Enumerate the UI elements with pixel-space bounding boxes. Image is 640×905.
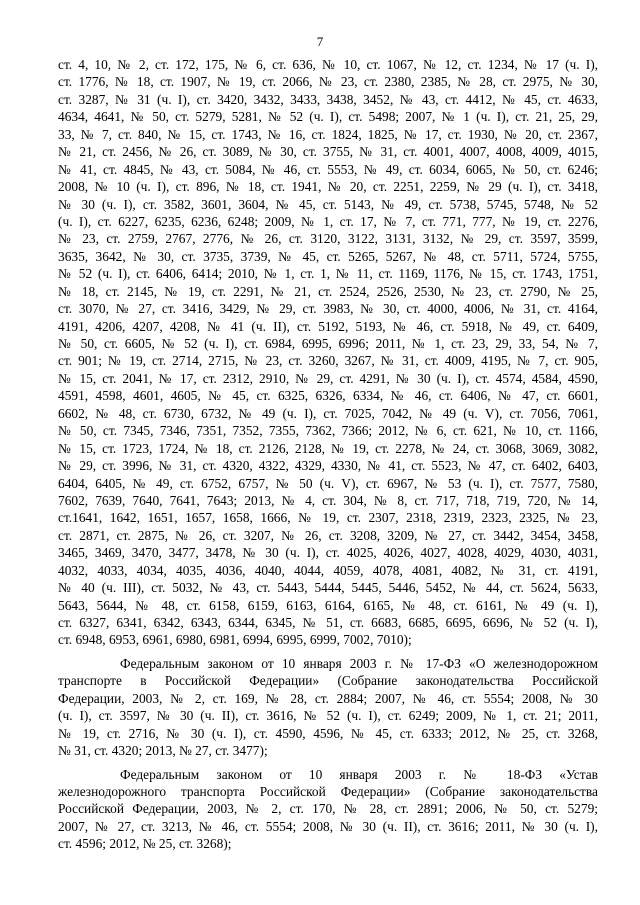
text-line: № 40 (ч. III), ст. 5032, № 43, ст. 5443, 5444, 5445, 5446, 5452, № 44, ст. 5624, 5633, <box>58 580 598 596</box>
text-line: Федеральным законом от 10 января 2003 г. № 17-ФЗ «О железнодорожном <box>120 655 598 671</box>
text-line: № 52 (ч. I), ст. 6406, 6414; 2010, № 1, ст. 1, № 11, ст. 1169, 1176, № 15, ст. 1743, 1751, <box>58 266 598 282</box>
text-line: Федерации, 2003, № 2, ст. 169, № 28, ст. 2884; 2007, № 46, ст. 5554; 2008, № 30 <box>58 690 598 706</box>
text-line: 33, № 7, ст. 840, № 15, ст. 1743, № 16, ст. 1824, 1825, № 17, ст. 1930, № 20, ст. 2367, <box>58 126 598 142</box>
text-line: 6602, № 48, ст. 6730, 6732, № 49 (ч. I), ст. 7025, 7042, № 49 (ч. V), ст. 7056, 7061, <box>58 405 598 421</box>
text-line: № 18, ст. 2145, № 19, ст. 2291, № 21, ст. 2524, 2526, 2530, № 23, ст. 2790, № 25, <box>58 283 598 299</box>
text-line: Федеральным законом от 10 января 2003 г. № 18-ФЗ «Устав <box>120 766 598 782</box>
text-line: ст. 4596; 2012, № 25, ст. 3268); <box>58 836 232 852</box>
text-line: № 19, ст. 2716, № 30 (ч. I), ст. 4590, 4596, № 45, ст. 6333; 2012, № 25, ст. 3268, <box>58 725 598 741</box>
text-line: ст. 6327, 6341, 6342, 6343, 6344, 6345, № 51, ст. 6683, 6685, 6695, 6696, № 52 (ч. I), <box>58 615 598 630</box>
text-line: 6404, 6405, № 49, ст. 6752, 6757, № 50 (ч. V), ст. 6967, № 53 (ч. I), ст. 7577, 7580, <box>58 475 598 491</box>
text-line: 4191, 4206, 4207, 4208, № 41 (ч. II), ст. 5192, 5193, № 46, ст. 5918, № 49, ст. 6409, <box>58 318 598 334</box>
text-line: 4032, 4033, 4034, 4035, 4036, 4040, 4044, 4059, 4078, 4081, 4082, № 31, ст. 4191, <box>58 562 598 578</box>
text-line: ст. 6948, 6953, 6961, 6980, 6981, 6994, 6995, 6999, 7002, 7010); <box>58 632 412 648</box>
text-line: № 21, ст. 2456, № 26, ст. 3089, № 30, ст. 3755, № 31, ст. 4001, 4007, 4008, 4009, 4015, <box>58 144 598 160</box>
text-line: железнодорожного транспорта Российской Федерации» (Собрание законодательства <box>58 783 598 799</box>
text-line: 4591, 4598, 4601, 4605, № 45, ст. 6325, 6326, 6334, № 46, ст. 6406, № 47, ст. 6601, <box>58 388 598 404</box>
text-line: Российской Федерации, 2003, № 2, ст. 170, № 28, ст. 2891; 2006, № 50, ст. 5279; <box>58 801 598 817</box>
text-line: № 23, ст. 2759, 2767, 2776, № 26, ст. 3120, 3122, 3131, 3132, № 29, ст. 3597, 3599, <box>58 231 598 247</box>
document-body <box>58 56 598 853</box>
text-line: (ч. I), ст. 6227, 6235, 6236, 6248; 2009, № 1, ст. 17, № 7, ст. 771, 777, № 19, ст. 2276, <box>58 213 598 229</box>
text-line: ст.1641, 1642, 1651, 1657, 1658, 1666, № 19, ст. 2307, 2318, 2319, 2323, 2325, № 23, <box>58 510 598 526</box>
text-line: № 50, ст. 6605, № 52 (ч. I), ст. 6984, 6995, 6996; 2011, № 1, ст. 23, 29, 33, 54, № 7, <box>58 336 598 351</box>
text-line: 3465, 3469, 3470, 3477, 3478, № 30 (ч. I), ст. 4025, 4026, 4027, 4028, 4029, 4030, 4031, <box>58 545 598 561</box>
text-line: ст. 2871, ст. 2875, № 26, ст. 3207, № 26, ст. 3208, 3209, № 27, ст. 3442, 3454, 3458, <box>58 527 598 543</box>
text-line: 3635, 3642, № 30, ст. 3735, 3739, № 45, ст. 5265, 5267, № 48, ст. 5711, 5724, 5755, <box>58 248 598 264</box>
text-line: 2008, № 10 (ч. I), ст. 896, № 18, ст. 1941, № 20, ст. 2251, 2259, № 29 (ч. I), ст. 3418, <box>58 179 598 195</box>
text-line: ст. 901; № 19, ст. 2714, 2715, № 23, ст. 3260, 3267, № 31, ст. 4009, 4195, № 7, ст. 905, <box>58 353 598 369</box>
text-line: (ч. I), ст. 3597, № 30 (ч. II), ст. 3616, № 52 (ч. I), ст. 6249; 2009, № 1, ст. 21; 2011, <box>58 708 598 724</box>
text-line: 2007, № 27, ст. 3213, № 46, ст. 5554; 2008, № 30 (ч. II), ст. 3616; 2011, № 30 (ч. I), <box>58 818 598 834</box>
text-line: ст. 1776, № 18, ст. 1907, № 19, ст. 2066, № 23, ст. 2380, 2385, № 28, ст. 2975, № 30, <box>58 74 598 90</box>
text-line: 4634, 4641, № 50, ст. 5279, 5281, № 52 (ч. I), ст. 5498; 2007, № 1 (ч. I), ст. 21, 25, 29, <box>58 109 598 125</box>
text-line: ст. 3070, № 27, ст. 3416, 3429, № 29, ст. 3983, № 30, ст. 4000, 4006, № 31, ст. 4164, <box>58 301 598 317</box>
text-line: № 41, ст. 4845, № 43, ст. 5084, № 46, ст. 5553, № 49, ст. 6034, 6065, № 50, ст. 6246; <box>58 161 598 177</box>
page-number: 7 <box>316 34 324 49</box>
text-line: № 15, ст. 2041, № 17, ст. 2312, 2910, № 29, ст. 4291, № 30 (ч. I), ст. 4574, 4584, 4590, <box>58 370 598 386</box>
paragraph-citations <box>58 56 598 649</box>
text-line: № 31, ст. 4320; 2013, № 27, ст. 3477); <box>58 743 268 759</box>
paragraph-railway-transport-law <box>58 655 598 760</box>
text-line: транспорте в Российской Федерации» (Собрание законодательства Российской <box>58 673 598 689</box>
text-line: ст. 3287, № 31 (ч. I), ст. 3420, 3432, 3433, 3438, 3452, № 43, ст. 4412, № 45, ст. 4633, <box>58 91 598 107</box>
text-line: № 30 (ч. I), ст. 3582, 3601, 3604, № 45, ст. 5143, № 49, ст. 5738, 5745, 5748, № 52 <box>58 196 598 212</box>
text-line: 7602, 7639, 7640, 7641, 7643; 2013, № 4, ст. 304, № 8, ст. 717, 718, 719, 720, № 14, <box>58 492 598 508</box>
paragraph-railway-charter-law <box>58 766 598 853</box>
text-line: № 29, ст. 3996, № 31, ст. 4320, 4322, 4329, 4330, № 41, ст. 5523, № 47, ст. 6402, 6403, <box>58 458 598 474</box>
text-line: № 50, ст. 7345, 7346, 7351, 7352, 7355, 7362, 7366; 2012, № 6, ст. 621, № 10, ст. 1166, <box>58 423 598 439</box>
text-line: ст. 4, 10, № 2, ст. 172, 175, № 6, ст. 636, № 10, ст. 1067, № 12, ст. 1234, № 17 (ч. I), <box>58 57 598 72</box>
text-line: 5643, 5644, № 48, ст. 6158, 6159, 6163, 6164, 6165, № 48, ст. 6161, № 49 (ч. I), <box>58 597 598 613</box>
text-line: № 15, ст. 1723, 1724, № 18, ст. 2126, 2128, № 19, ст. 2278, № 24, ст. 3068, 3069, 3082, <box>58 440 598 456</box>
